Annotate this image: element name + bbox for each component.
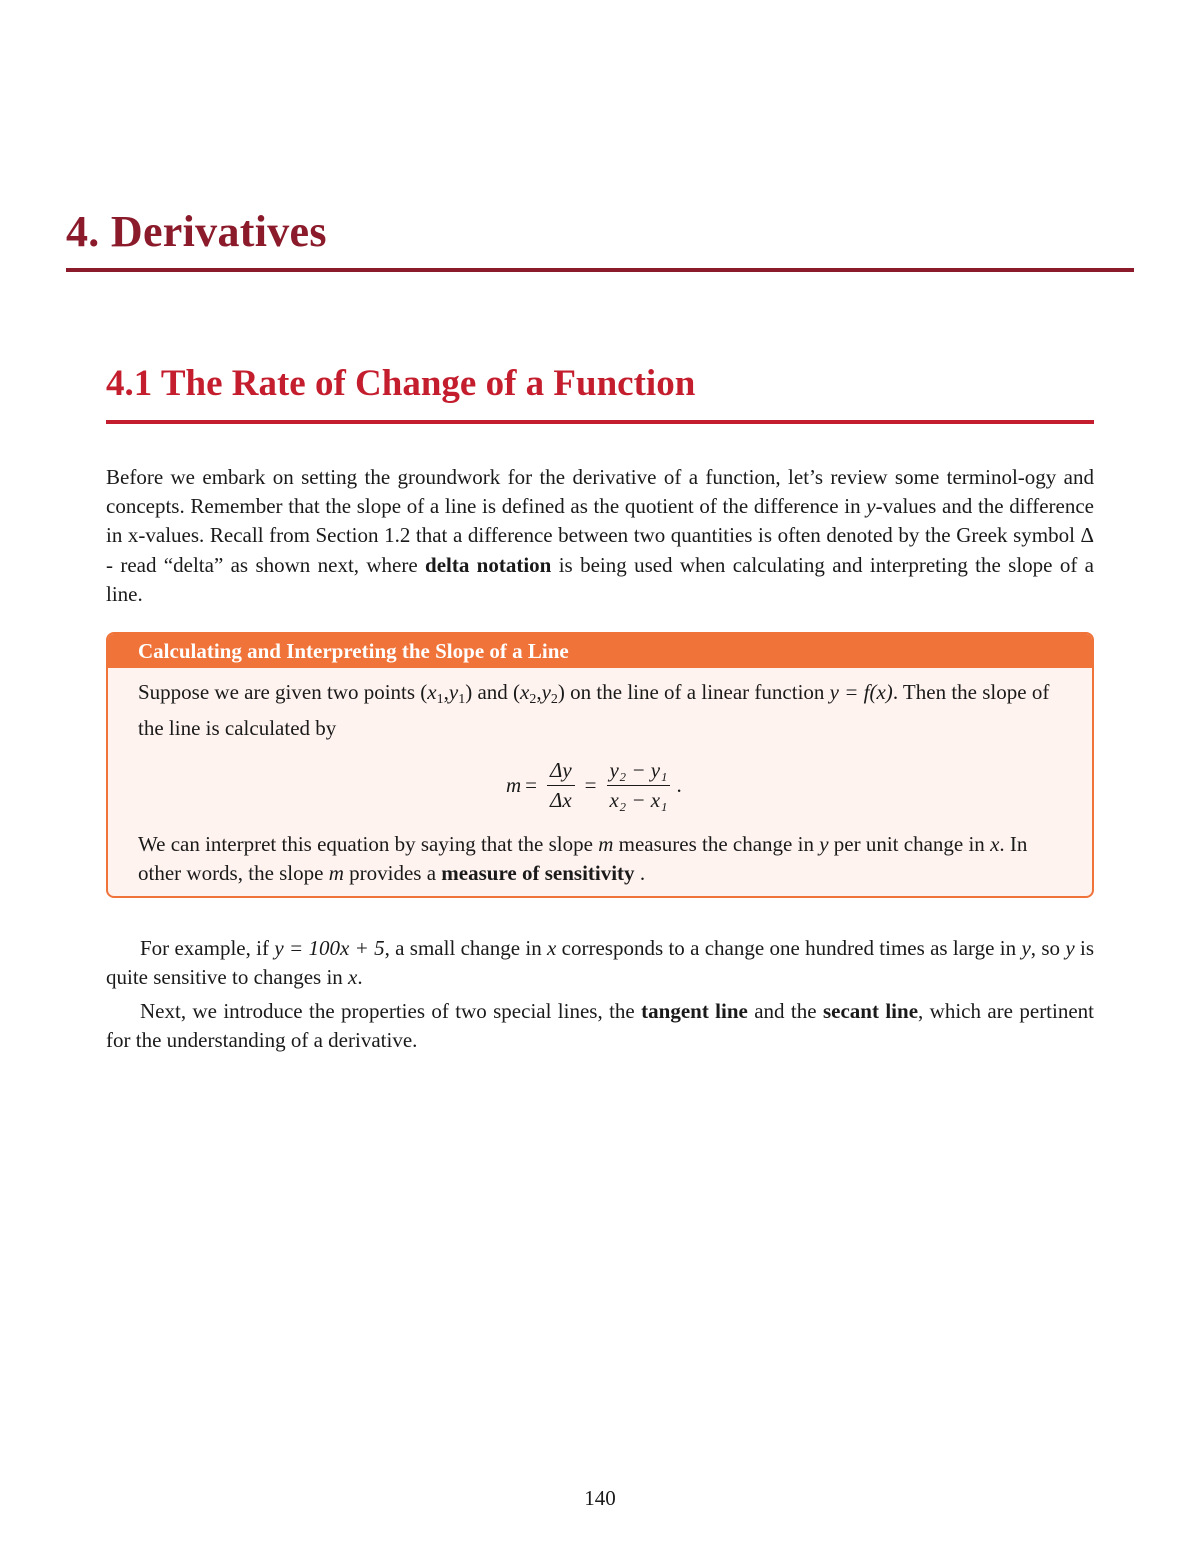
example-paragraph [106, 934, 1094, 992]
box-text: . [634, 861, 646, 886]
example-text: is quite sensitive to changes in [106, 936, 1094, 990]
intro-text-2: -values and the difference in x-values. Recall from Section 1.2 that a difference between two quantities is often denoted by the Greek symbol Δ - read “delta” as shown next, where [106, 494, 1094, 577]
next-text: , which are pertinent for the understanding of a derivative. [106, 999, 1095, 1053]
chapter-title: 4. Derivatives [66, 207, 327, 256]
math-var: x [520, 680, 530, 704]
math-var: y [819, 832, 829, 856]
subscript: 1 [436, 692, 444, 707]
intro-paragraph [106, 463, 1094, 609]
next-text: and the [747, 999, 823, 1023]
example-text: , a small change in [384, 936, 548, 960]
example-text: For example, if [140, 936, 275, 960]
box-paragraph-2 [138, 830, 1066, 888]
box-text: ) and ( [465, 680, 521, 704]
fraction-denominator: x₂ − x₁ [609, 788, 668, 812]
equals-sign: = [525, 773, 538, 797]
box-paragraph-1 [138, 678, 1066, 743]
difference-fraction [607, 758, 671, 813]
chapter-rule [66, 268, 1134, 272]
next-paragraph [106, 997, 1094, 1055]
intro-text-3: is being used when calculating and interpreting the slope of a line. [106, 552, 1094, 606]
section-rule [106, 420, 1094, 424]
next-text: Next, we introduce the properties of two special lines, the [140, 999, 642, 1023]
math-var: m [328, 861, 344, 886]
formula-period: . [676, 773, 682, 797]
math-var: x [427, 680, 437, 704]
fraction-numerator: y₂ − y₁ [607, 758, 671, 786]
tangent-line-term: tangent line [641, 999, 748, 1023]
box-text: per unit change in [828, 832, 991, 856]
fraction-numerator: Δy [547, 758, 575, 786]
subscript: 2 [550, 692, 558, 707]
example-text: corresponds to a change one hundred times as large in [556, 936, 1022, 960]
function-equation: y = f(x) [829, 680, 893, 704]
math-var: y [1021, 936, 1031, 960]
secant-line-term: secant line [822, 999, 919, 1023]
equals-sign: = [584, 773, 597, 797]
measure-of-sensitivity-term: measure of sensitivity [441, 861, 635, 886]
math-var: y [1065, 936, 1075, 960]
box-text: . In other words, the slope [138, 832, 1028, 886]
box-text: Suppose we are given two points ( [138, 680, 428, 704]
subscript: 1 [458, 692, 466, 707]
math-var: m [598, 832, 614, 856]
box-text: . Then the slope of the line is calculated by [138, 680, 1050, 741]
math-var: y [448, 680, 459, 704]
intro-text-1: Before we embark on setting the groundwork for the derivative of a function, let’s review some terminol-ogy and concepts. Remember that the slope of a line is defined as the quotient of the difference in [106, 465, 1094, 519]
subscript: 2 [529, 692, 537, 707]
slope-formula [506, 758, 682, 813]
math-var-y: y [866, 494, 876, 519]
delta-fraction [547, 758, 575, 813]
delta-notation-term: delta notation [425, 552, 552, 577]
slope-definition-box [106, 632, 1094, 898]
math-var: y [541, 680, 551, 704]
box-text: provides a [343, 861, 442, 886]
comma: , [536, 680, 542, 704]
math-var: x [990, 832, 1000, 856]
example-equation: y = 100x + 5 [274, 936, 385, 960]
page-number: 140 [584, 1486, 616, 1510]
fraction-denominator: Δx [550, 788, 572, 812]
example-text: . [357, 965, 363, 990]
math-var: x [547, 936, 557, 960]
section-title: 4.1 The Rate of Change of a Function [106, 363, 696, 404]
box-title: Calculating and Interpreting the Slope of a Line [108, 634, 1092, 668]
formula-lhs: m [506, 773, 522, 797]
box-text: measures the change in [613, 832, 820, 856]
example-text: , so [1030, 936, 1066, 960]
box-text: ) on the line of a linear function [557, 680, 830, 704]
comma: , [443, 680, 449, 704]
math-var: x [348, 965, 358, 990]
box-text: We can interpret this equation by saying that the slope [138, 832, 599, 856]
